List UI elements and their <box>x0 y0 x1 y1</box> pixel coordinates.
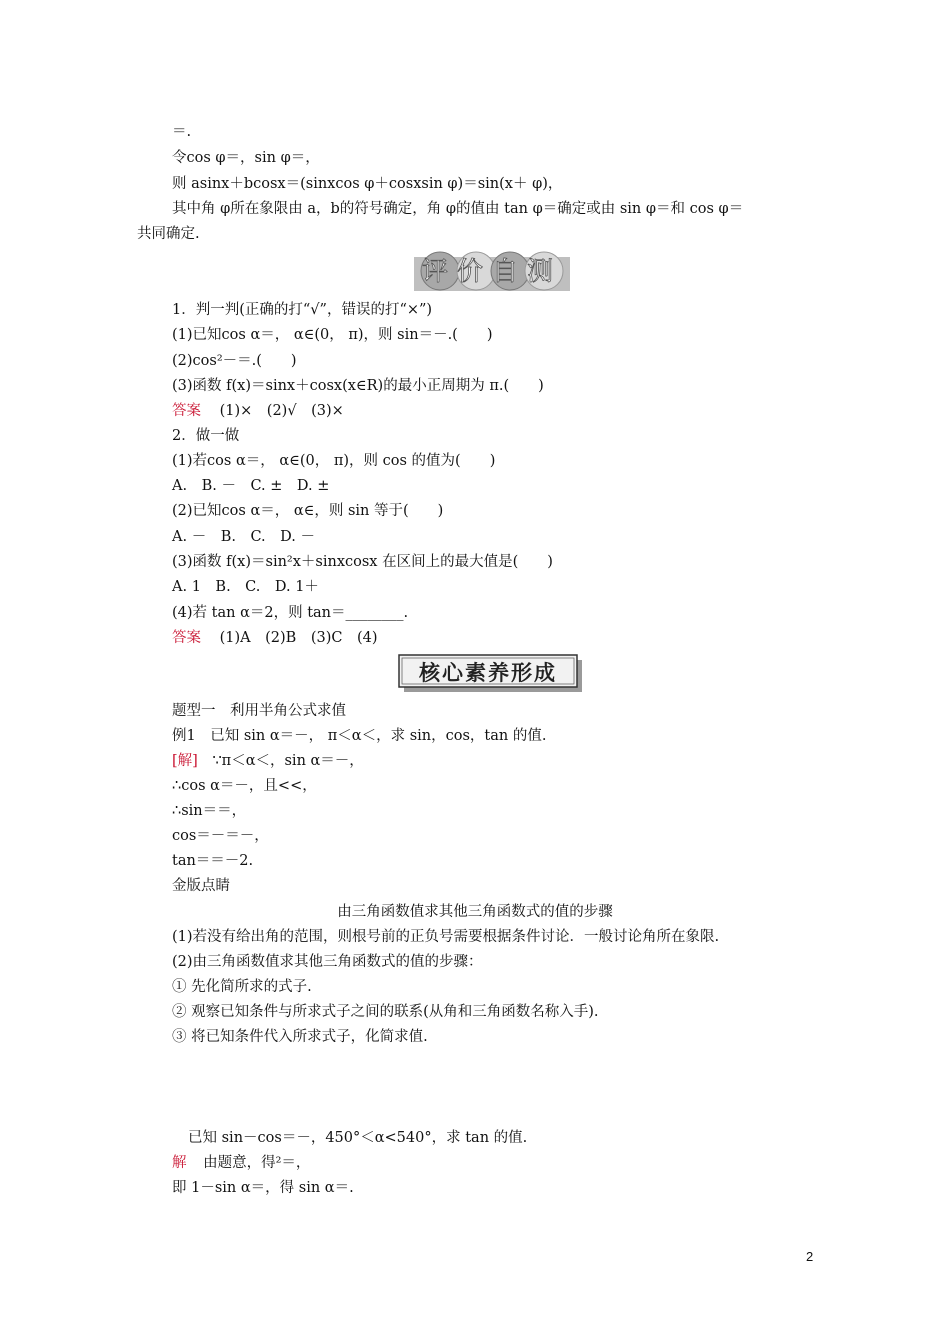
example-2-solution-2: 即 1－sin α＝，得 sin α＝. <box>172 1180 354 1196</box>
solution-line-1 <box>172 751 364 771</box>
solution-line-4: cos＝－＝－， <box>172 828 269 844</box>
solution-line-2: ∴cos α＝－，且<<， <box>172 778 317 794</box>
answer-text: (1)A (2)B (3)C (4) <box>219 630 378 646</box>
example-2: 已知 sin－cos＝－，450°＜α<540°，求 tan 的值. <box>188 1130 528 1146</box>
q1-item-1: (1)已知cos α＝， α∈(0， π)，则 sin＝－.( ) <box>172 327 493 343</box>
solution-line-5: tan＝＝－2. <box>172 853 254 869</box>
q2-item-1: (1)若cos α＝， α∈(0， π)，则 cos 的值为( ) <box>172 453 496 469</box>
example-2-solution-1 <box>172 1153 310 1173</box>
q2-item-4: (4)若 tan α＝2，则 tan＝________. <box>172 605 409 621</box>
section-header-evaluation <box>414 249 570 293</box>
intro-line-3: 则 asinx＋bcosx＝(sinxcos φ＋cosxsin φ)＝sin(x＋ φ)， <box>172 176 563 192</box>
answer-label: 答案 <box>172 630 201 646</box>
tip-line-2: (2)由三角函数值求其他三角函数式的值的步骤： <box>172 954 483 970</box>
intro-line-5: 共同确定. <box>137 226 200 242</box>
q1-answer <box>172 401 344 421</box>
answer-text: (1)× (2)√ (3)× <box>219 403 344 419</box>
section-header-evaluation-text: 评价自测 <box>421 257 563 287</box>
section-header-core-literacy <box>398 654 584 694</box>
q2-item-1-options: A. B. － C. ± D. ± <box>172 478 330 494</box>
q2-item-2: (2)已知cos α＝， α∈，则 sin 等于( ) <box>172 503 444 519</box>
tip-line-3: ① 先化简所求的式子. <box>172 979 312 995</box>
solution-text: 由题意，得²＝， <box>203 1155 311 1171</box>
q2-item-3: (3)函数 f(x)＝sin²x＋sinxcosx 在区间上的最大值是( ) <box>172 554 553 570</box>
solution-label: 解 <box>172 1155 187 1171</box>
tip-title: 由三角函数值求其他三角函数式的值的步骤 <box>337 904 613 920</box>
q1-item-3: (3)函数 f(x)＝sinx＋cosx(x∈R)的最小正周期为 π.( ) <box>172 378 544 394</box>
tip-line-4: ② 观察已知条件与所求式子之间的联系(从角和三角函数名称入手). <box>172 1004 599 1020</box>
solution-text: ∵π＜α＜，sin α＝－， <box>212 753 364 769</box>
tip-label: 金版点睛 <box>172 878 230 894</box>
q2-item-2-options: A. － B. C. D. － <box>172 529 315 545</box>
example-1: 例1 已知 sin α＝－， π＜α＜，求 sin，cos，tan 的值. <box>172 728 547 744</box>
type-heading: 题型一 利用半角公式求值 <box>172 703 346 719</box>
intro-line-1: ＝. <box>172 124 192 140</box>
q1-title: 1．判一判(正确的打“√”，错误的打“×”) <box>172 302 433 318</box>
tip-line-5: ③ 将已知条件代入所求式子，化简求值. <box>172 1029 428 1045</box>
q1-item-2: (2)cos²－＝.( ) <box>172 353 297 369</box>
q2-title: 2．做一做 <box>172 428 240 444</box>
intro-line-2: 令cos φ＝，sin φ＝， <box>172 150 320 166</box>
answer-label: 答案 <box>172 403 201 419</box>
q2-answer <box>172 628 378 648</box>
solution-line-3: ∴sin＝＝， <box>172 803 247 819</box>
section-header-core-literacy-text: 核心素养形成 <box>419 661 557 685</box>
q2-item-3-options: A. 1 B. C. D. 1＋ <box>172 579 319 595</box>
tip-line-1: (1)若没有给出角的范围，则根号前的正负号需要根据条件讨论．一般讨论角所在象限. <box>172 929 720 945</box>
intro-line-4: 其中角 φ所在象限由 a，b的符号确定，角 φ的值由 tan φ＝确定或由 sin φ＝和 cos φ＝ <box>172 201 744 217</box>
page-number: 2 <box>806 1249 814 1264</box>
solution-label: [解] <box>172 753 198 769</box>
